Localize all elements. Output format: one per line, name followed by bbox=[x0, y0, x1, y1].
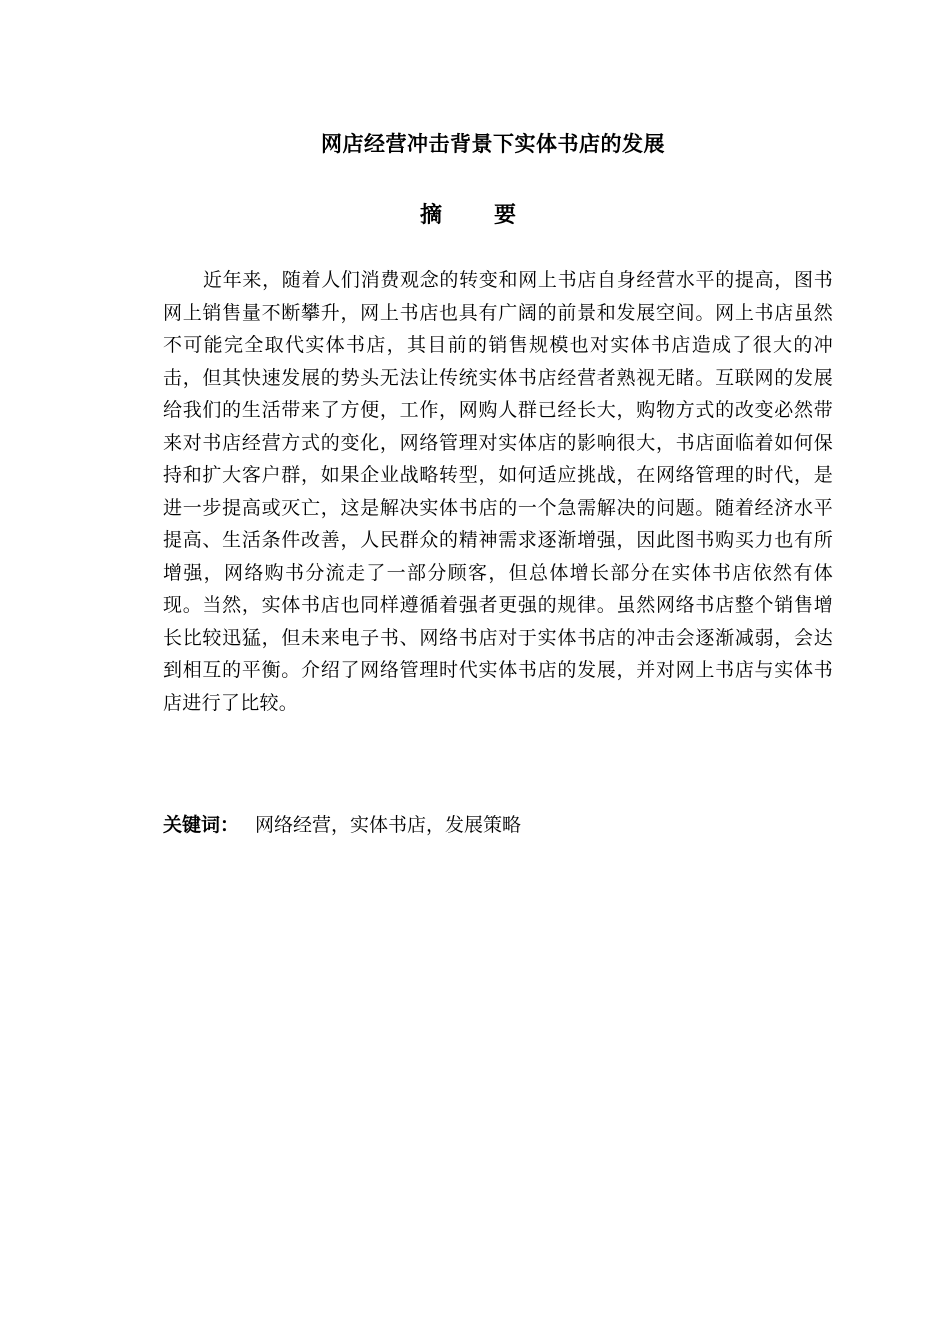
keywords-line bbox=[163, 809, 833, 841]
keywords-value: 网络经营，实体书店，发展策略 bbox=[255, 814, 522, 836]
document-title: 网店经营冲击背景下实体书店的发展 bbox=[321, 132, 665, 156]
keywords-label: 关键词： bbox=[163, 814, 240, 836]
abstract-heading: 摘要 bbox=[419, 203, 568, 228]
abstract-body: 近年来，随着人们消费观念的转变和网上书店自身经营水平的提高，图书网上销售量不断攀升，网上书店也具有广阔的前景和发展空间。网上书店虽然不可能完全取代实体书店，其目前的销售规模也对实体书店造成了很大的冲击，但其快速发展的势头无法让传统实体书店经营者熟视无睹。互联网的发展给我们的生活带来了方便，工作，网购人群已经长大，购物方式的改变必然带来对书店经营方式的变化，网络管理对实体店的影响很大，书店面临着如何保持和扩大客户群，如果企业战略转型，如何适应挑战，在网络管理的时代，是进一步提高或灭亡，这是解决实体书店的一个急需解决的问题。随着经济水平提高、生活条件改善，人民群众的精神需求逐渐增强，因此图书购买力也有所增强，网络购书分流走了一部分顾客，但总体增长部分在实体书店依然有体现。当然，实体书店也同样遵循着强者更强的规律。虽然网络书店整个销售增长比较迅猛，但未来电子书、网络书店对于实体书店的冲击会逐渐减弱，会达到相互的平衡。介绍了网络管理时代实体书店的发展，并对网上书店与实体书店进行了比较。 bbox=[163, 269, 833, 714]
